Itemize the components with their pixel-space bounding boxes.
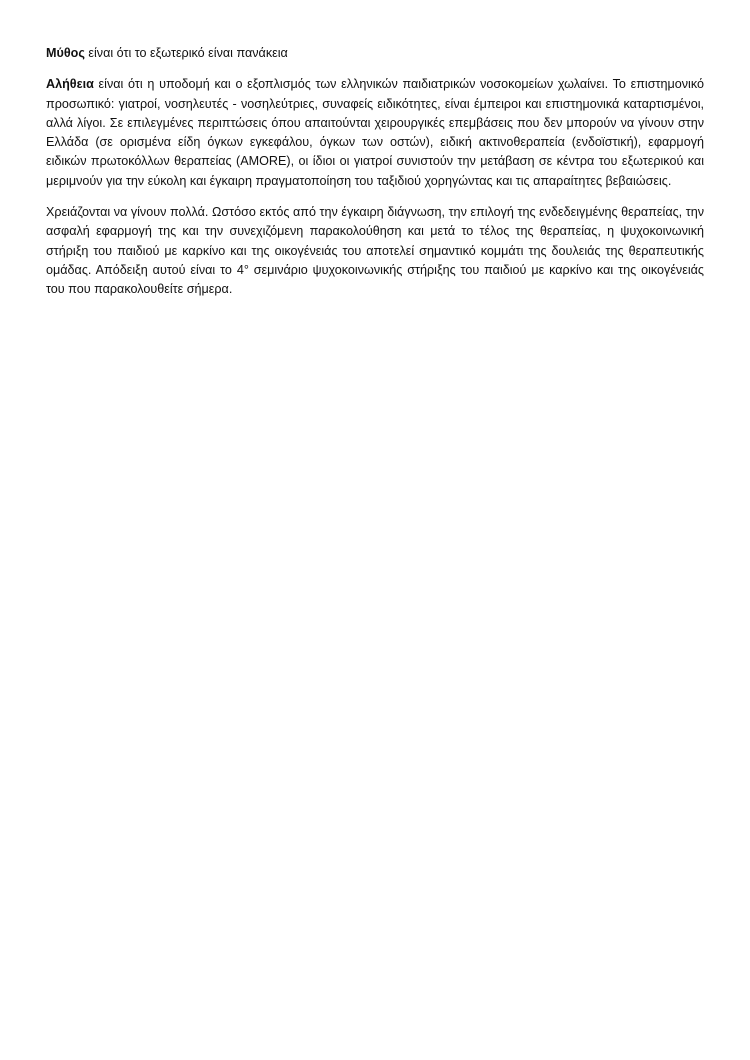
paragraph-text: Χρειάζονται να γίνουν πολλά. Ωστόσο εκτός από την έγκαιρη διάγνωση, την επιλογή της ενδεδειγμένης θεραπείας, την ασφαλή εφαρμογή της και την συνεχιζόμενη παρακολούθηση και μετά το τέλος της θεραπείας, η ψυχοκοινωνική στήριξη του παιδιού με καρκίνο και της οικογένειάς του αποτελεί σημαντικό κομμάτι της δουλειάς της θεραπευτικής ομάδας. Απόδειξη αυτού είναι το 4° σεμινάριο ψυχοκοινωνικής στήριξης του παιδιού με καρκίνο και της οικογένειάς του που παρακολουθείτε σήμερα. (46, 205, 704, 297)
paragraph-text: είναι ότι η υποδομή και ο εξοπλισμός των ελληνικών παιδιατρικών νοσοκομείων χωλαίνει. Το επιστημονικό προσωπικό: γιατροί, νοσηλευτές - νοσηλεύτριες, συναφείς ειδικότητες, είναι έμπειροι και επιστημονικά καταρτισμένοι, αλλά λίγοι. Σε επιλεγμένες περιπτώσεις όπου απαιτούνται χειρουργικές επεμβάσεις που δεν μπορούν να γίνουν στην Ελλάδα (σε ορισμένα είδη όγκων εγκεφάλου, όγκων των οστών), ειδική ακτινοθεραπεία (ενδοϊστική), εφαρμογή ειδικών πρωτοκόλλων θεραπείας (AMORE), οι ίδιοι οι γιατροί συνιστούν την μετάβαση σε κέντρα του εξωτερικού και μεριμνούν για την εύκολη και έγκαιρη πραγματοποίηση του ταξιδιού χορηγώντας και τις απαραίτητες βεβαιώσεις. (46, 77, 704, 188)
paragraph-text: είναι ότι το εξωτερικό είναι πανάκεια (84, 46, 288, 60)
paragraph-lead: Αλήθεια (46, 77, 94, 92)
paragraph-lead: Μύθος (46, 46, 85, 60)
document-page (46, 44, 704, 312)
paragraph-truth (46, 75, 704, 191)
paragraph-myth (46, 44, 704, 63)
paragraph-support (46, 203, 704, 299)
